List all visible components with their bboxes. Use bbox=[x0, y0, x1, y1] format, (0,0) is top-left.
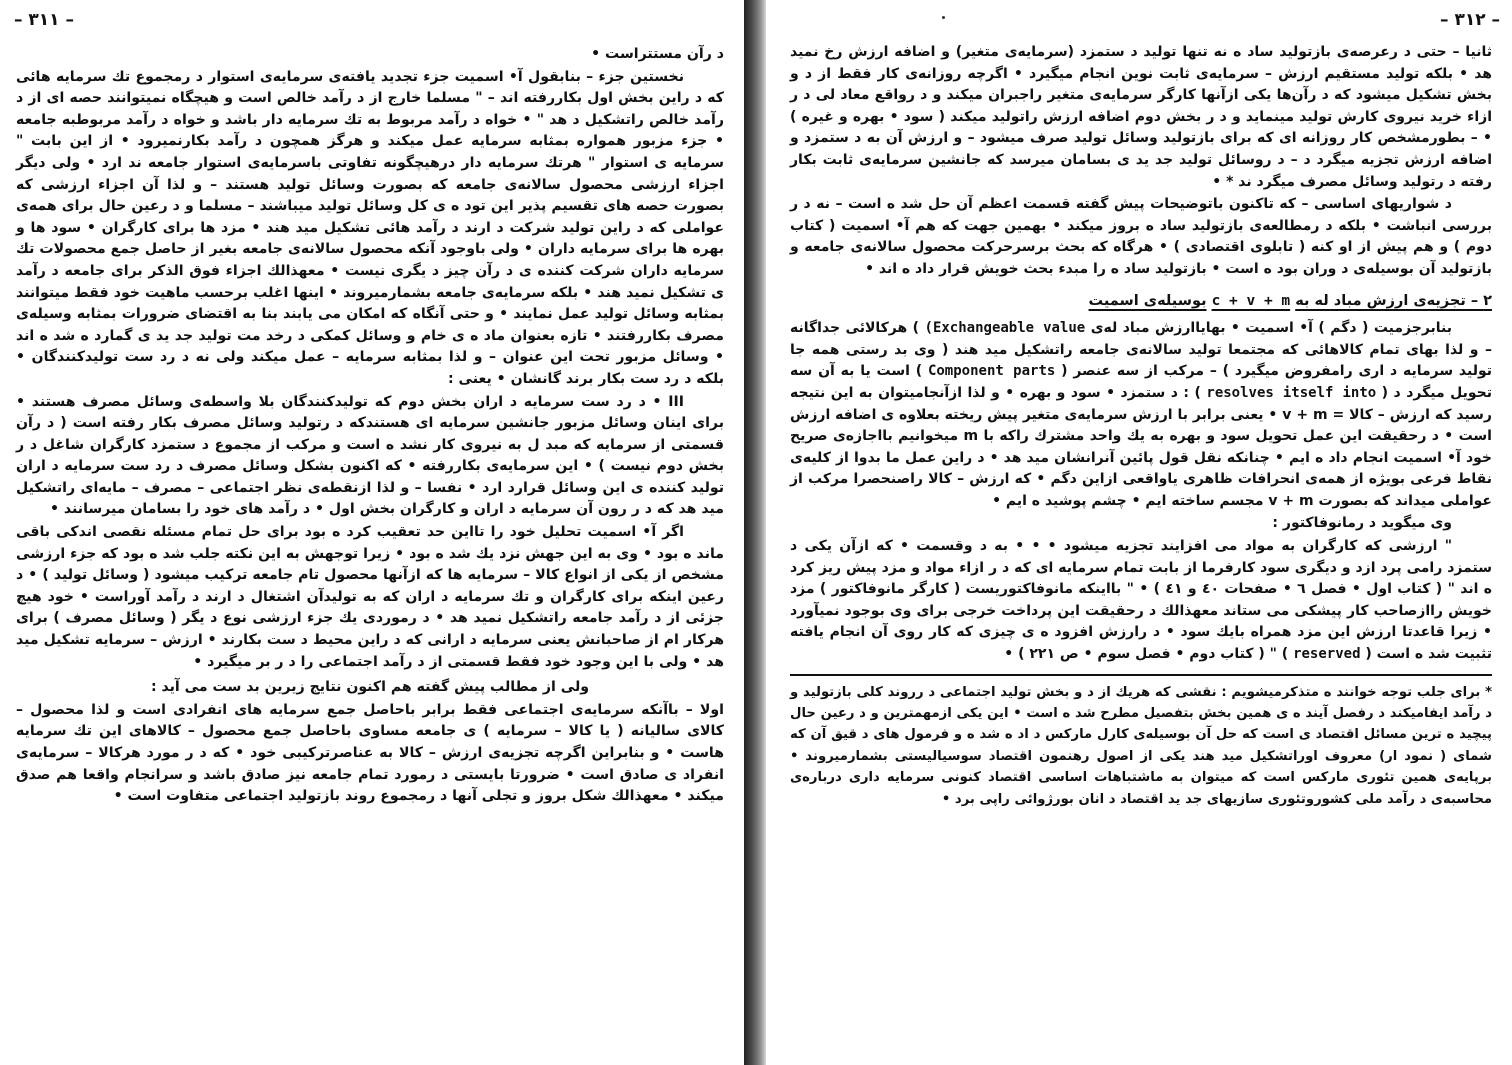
right-paragraph-4: وى ميگويد د رمانوفاكتور : bbox=[1272, 515, 1452, 532]
right-paragraph-3-part-d: ) : د ستمزد • سود و بهره • و لذا ازآنجاميتوان به اين نتيجه رسيد كه ارزش – كالا = v + m • يعنى برابر با ارزش سرمايه‌ى متغير پيش ريخته بعلاوه ى اضافه ارزش است • د رحقيقت اين عمل تحويل سود و بهره به يك واحد مشترك راكه با m ميخوانيم بااجازه‌ى صريح خود آ• اسميت انجام داد ه ايم • چنانكه نقل قول پائين آنرانشان ميد هد • د راين عمل ما بدوا از كليه‌ى نقاط فرعى بويژه از همه‌ى انحرافات ظاهرى ياواقعى ازاين دگم • كه ارزش – كالا راصنحصرا مركب از عواملى ميداند كه بصورت v + m مجسم ساخته ايم • چشم پوشيد ه ايم • bbox=[790, 384, 1492, 509]
scan-speck bbox=[942, 16, 945, 19]
left-paragraph-6: اولا – باآنكه سرمايه‌ى اجتماعى فقط برابر باحاصل جمع سرمايه هاى انفرادى است و لذا محصول – كالاى ساليانه ( يا كالا – سرمايه ) ى جامعه مساوى باحاصل جمع محصول – كالاهاى اين تك سرمايه هاست • و بنابراين اگرچه تجزيه‌ى ارزش – كالا به عناصرتركيبى خود • كه د ر مورد هركالا – سرمايه‌ى انفراد ى صادق است • ضرورتا بايستى د رمورد تمام جامعه نيز صادق باشد و سرانجام واقعا هم صدق ميكند • معهذالك شكل بروز و تجلى آنها د رمجموع روند بازتوليد اجتماعى متفاوت است • bbox=[16, 701, 724, 805]
footnote-divider bbox=[790, 674, 1492, 676]
section-heading bbox=[790, 291, 1492, 313]
english-term-component-parts: Component parts bbox=[927, 363, 1056, 380]
right-paragraph-3-part-c: ) است يا به آن سه تحويل ميگرد د ( bbox=[790, 363, 1492, 401]
english-term-reserved: reserved bbox=[1293, 646, 1361, 663]
right-paragraph-3-part-b: ) هركالائى جداگانه – و لذا بهاى تمام كالاهائى كه مجتمعا توليد سالانه‌ى جامعه راتشكيل ميد هند ( وى بد رستى همه جا توليد سرمايه د ارى رامفروض ميگيرد ) – مركب از سه عنصر ( bbox=[790, 320, 1493, 380]
left-paragraph-3: III • د رد ست سرمايه د اران بخش دوم كه توليدكنندگان بلا واسطه‌ى وسائل مصرف هستند • براى اينان وسائل مزبور جانشين سرمايه اى هستندكه د رتوليد وسائل مصرف بكار رفته است ( د رآن قسمتى از سرمايه كه مبد ل به نيروى كار نشد ه است و مركب از مجموع د ستمزد كارگران شاغل د ر بخش دوم نيست ) • اين سرمايه‌ى بكاررفته • كه اكنون بشكل وسائل مصرف د رد ست سرمايه د اران توليد كننده ى اين وسائل قرارد ارد • نفسا – و لذا ازنقطه‌ى نظر اجتماعى – مصرف – مايه‌اى راتشكيل ميد هد كه د ر رون آن سرمايه د اران و كارگران بخش اول • د رآمد هاى خود را بسامان ميرسانند • bbox=[16, 393, 724, 518]
footnote: * براى جلب توجه خوانند ه متذكرميشويم : نقشى كه هريك از د و بخش توليد اجتماعى د رروند كلى بازتوليد و د رآمد ايفاميكند د رفصل آيند ه ى همين بخش بتفصيل مطرح شد ه است • اين يكى ازمهمترين و د رعين حال پيچيد ه ترين مسائل اقتصاد ى است كه حل آن بوسيله‌ى كارل ماركس د اد ه شد ه و فرمول هاى د قيق آن كه شماى ( نمود ار) معروف اوراتشكيل ميد هند يكى از اصول رهنمون اقتصاد سوسياليستى بشمارميروند • برپايه‌ى همين تئورى ماركس است كه ميتوان به ماشتباهات اساسى اقتصاد كنونى سرمايه داری درباره‌ى محاسبه‌ى د رآمد ملى كشوروتئورى سازيهاى جد يد اقتصاد د انان بورژوائى راپى برد • bbox=[790, 684, 1492, 807]
right-paragraph-3-part-a: بنابرجزميت ( دگم ) آ• اسميت • بهاياارزش مباد له‌ى bbox=[1090, 320, 1453, 337]
right-paragraph-2: د شواريهاى اساسى – كه تاكنون باتوضيحات پيش گفته قسمت اعظم آن حل شد ه است – نه د ر بررسى انباشت • بلكه د رمطالعه‌ى بازتوليد ساد ه بروز ميكند • بهمين جهت كه هم آ• اسميت ( كتاب دوم ) و هم پيش از او كنه ( تابلوى اقتصادى ) • هرگاه كه بحث برسرحركت محصول سالانه‌ى جامعه و بازتوليد آن بوسيله‌ى د وران بود ه است • بازتوليد ساد ه را مبدء بحث خويش قرار داد ه اند • bbox=[790, 196, 1492, 277]
right-page-number: – ۳۱۲ – bbox=[1440, 10, 1500, 30]
english-term-exchangeable-value: (Exchangeable value bbox=[924, 320, 1086, 337]
section-heading-prefix: ۲ – تجزيه‌ى ارزش مباد له به bbox=[1295, 292, 1492, 309]
section-heading-formula: c + v + m bbox=[1211, 292, 1291, 309]
section-heading-suffix: بوسيله‌ى اسميت bbox=[1088, 292, 1207, 309]
left-paragraph-5: ولى از مطالب پيش گفته هم اكنون نتايج زيرين بد ست مى آيد : bbox=[150, 679, 590, 696]
left-paragraph-2: نخستين جزء – بنابقول آ• اسميت جزء تجديد يافته‌ى سرمايه‌ى استوار د رمجموع تك سرمايه هائى كه د راين بخش اول بكاررفته اند – " مسلما خارج از د رآمد خالص است و هيچگاه نميتوانند حصه اى از د رآمد خالص راتشكيل د هد " • خواه د رآمد مربوط به تك سرمايه دار باشد و خواه د رآمد مربوطبه جامعه • جزء مزبور همواره بمثابه سرمايه عمل ميكند و هرگز همچون د رآمد بكارنميرود • از اين بابت " سرمايه ى استوار " هرتك سرمايه دار درهيچگونه تفاوتى باسرمايه‌ى استوار جامعه ند ارد • ولى ديگر اجزاء ارزشى محصول سالانه‌ى جامعه كه بصورت وسائل توليد هستند – و لذا آن اجزاء ارزشى كه بصورت حصه هاى تقسيم پذير اين تود ه ى كل وسائل توليد ميباشند – مسلما و د رعين حال براى همه‌ى عواملى كه د راين توليد شركت د ارند د رآمد هائى تشكيل ميد هند • مزد ها براى كارگران • سود ها و بهره ها براى سرمايه داران • ولى باوجود آنكه محصول سالانه‌ى جامعه بغير از حاصل جمع محصولات تك سرمايه داران شركت كننده ى د رآن چيز د يگرى نيست • معهذالك اجزاء فوق الذكر براى جامعه د رآمد ى تشكيل نميد هند • بلكه سرمايه‌ى جامعه بشمارميروند • اينها اغلب برحسب ماهيت خود فقط ميتوانند بمثابه وسائل توليد عمل نمايند • و حتى آنگاه كه امكان مى يابند بنا به اقتضاى ضرورات بمثابه وسيله‌ى مصرف بكاررفتند • تازه بعنوان ماد ه ى خام و وسائل كمكى د رخد مت توليد جد يد ى گمارد ه شد ه اند • وسائل مزبور تحت اين عنوان – و لذا بمثابه سرمايه – عمل ميكند ولى نه د رد ست توليدكنندگان • بلكه د رد ست بكار برند گانشان • يعنى : bbox=[16, 68, 724, 387]
left-page-number: – ۳۱۱ – bbox=[14, 10, 74, 30]
right-page-text bbox=[790, 42, 1492, 1058]
right-paragraph-1: ثانيا – حتى د رعرصه‌ى بازتوليد ساد ه نه تنها توليد د ستمزد (سرمايه‌ى متغير) و اضافه ارزش رخ نميد هد • بلكه توليد مستقيم ارزش – سرمايه‌ى ثابت نوين انجام ميگيرد • اگرچه روزانه‌ى كار فقط از د و بخش تشكيل ميشود كه د رآن‌ها يكى ازآنها كارگر سرمايه‌ى متغير راجبران ميكند و د رواقع معاد لى د ر ازاء خريد نيروى كارش توليد مينمايد و د ر بخش دوم اضافه ارزش راتوليد ميكند ( سود • بهره و غيره ) • – بطورمشخص كار روزانه اى كه براى بازتوليد وسائل توليد صرف ميشود – و ارزش آن به د ستمزد و اضافه ارزش تجزيه ميگرد د – د روسائل توليد جد يد ى بسامان ميرسد كه جانشين سرمايه‌ى ثابت بكار رفته د رتوليد وسائل مصرف ميگرد ند * • bbox=[790, 44, 1492, 190]
left-page bbox=[0, 0, 744, 1065]
left-page-text bbox=[16, 44, 724, 1054]
book-gutter bbox=[744, 0, 766, 1065]
right-paragraph-5 bbox=[790, 536, 1492, 666]
right-paragraph-5-part-a: " ارزشى كه كارگران به مواد مى افزايند تجزيه ميشود • • • به د وقسمت • كه ازآن يكى د ستمزد رامى پرد ازد و ديگرى سود كارفرما از بابت تمام سرمايه اى كه د ر ازاء مواد و مزد پيش ريز كرد ه اند " ( كتاب اول • فصل ٦ • صفحات ٤٠ و ٤١ ) • " بااينكه مانوفاكتوريست ( كارگر مانوفاكتور ) مزد خويش راازصاحب كار پيشكى مى ستاند معهذالك د رحقيقت اين پرداخت خرجى براى وى بوجود نميآورد • زيرا قاعدتا ارزش اين مزد همراه بايك سود • د رارزش افزود ه ى چيزى كه كار روى آن انجام يافته تثبيت شد ه است ( bbox=[790, 538, 1493, 663]
english-term-resolves-itself-into: resolves itself into bbox=[1206, 384, 1377, 401]
right-page bbox=[766, 0, 1512, 1065]
right-paragraph-5-part-b: ) " ( كتاب دوم • فصل سوم • ص ٢٢١ ) • bbox=[1004, 646, 1289, 663]
left-paragraph-1: د رآن مستتراست • bbox=[591, 46, 724, 62]
right-paragraph-3 bbox=[790, 318, 1492, 512]
left-paragraph-4: اگر آ• اسميت تحليل خود را تااين حد تعقيب كرد ه بود براى حل تمام مسئله نقصى اندكى باقى ماند ه بود • وى به اين جهش نزد يك شد ه بود • زيرا توجهش به اين نكته جلب شد ه بود كه جزء ارزشى مشخص از يكى از انواع كالا – سرمايه ها كه ازآنها محصول تام جامعه تركيب ميشود ( وسائل توليد ) • د رعين اينكه براى كارگران و تك سرمايه د اران كه به توليدآن اشتغال د ارند د رآمد آوراست • خود هيچ جزئى از د رآمد جامعه راتشكيل نميد هد • د رموردى يك جزء ارزشى نوع د يگر ( وسائل مصرف ) براى هركار ام از صاحبانش يعنى سرمايه د ارانى كه د راين محيط د ست بكارند • ارزش – سرمايه تشكيل ميد هد • ولى با اين وجود خود فقط قسمتى از د رآمد اجتماعى را د ر بر ميگيرد • bbox=[16, 524, 724, 670]
